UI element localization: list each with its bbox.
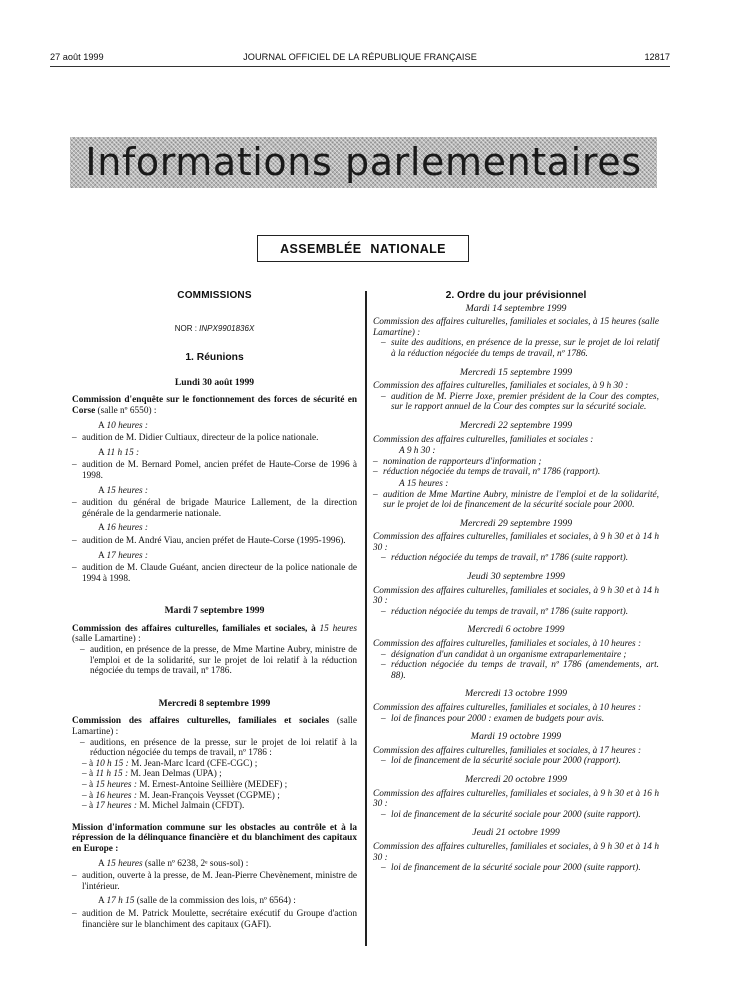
hearing-entry: – à 10 h 15 : M. Jean-Marc Icard (CFE-CGC) ; xyxy=(82,758,258,769)
day-heading: Lundi 30 août 1999 xyxy=(174,376,255,388)
journal-title: JOURNAL OFFICIEL DE LA RÉPUBLIQUE FRANÇAISE xyxy=(243,52,477,62)
right-column xyxy=(373,291,659,874)
day-heading: Jeudi 30 septembre 1999 xyxy=(467,571,565,583)
time-slot: A 15 heures : xyxy=(399,478,449,489)
time-slot: A 16 heures : xyxy=(98,523,149,534)
column-divider xyxy=(365,291,367,946)
time-slot: A 17 heures : xyxy=(98,550,149,561)
hearing-entry: – à 15 heures : M. Ernest-Antoine Seillière (MEDEF) ; xyxy=(82,780,288,790)
organizer: Commission des affaires culturelles, familiales et sociales, à 15 heures (salle Lamartine) : xyxy=(373,317,659,338)
ordre-du-jour-heading: 2. Ordre du jour prévisionnel xyxy=(445,290,587,301)
agenda-item: – audition de M. Bernard Pomel, ancien préfet de Haute-Corse de 1996 à 1998. xyxy=(72,460,357,481)
agenda-item: – désignation d'un candidat à un organisme extraparlementaire ; xyxy=(381,649,627,660)
day-heading: Mercredi 6 octobre 1999 xyxy=(467,624,565,636)
commissions-heading: COMMISSIONS xyxy=(177,290,252,301)
organizer: Commission des affaires culturelles, familiales et sociales : xyxy=(373,434,594,445)
page-number: 12817 xyxy=(644,52,670,62)
header-rule xyxy=(50,66,670,67)
meeting-block xyxy=(373,435,659,511)
agenda-item: – réduction négociée du temps de travail, nº 1786 (rapport). xyxy=(373,467,601,478)
day-heading: Mardi 14 septembre 1999 xyxy=(465,302,567,314)
mission-organizer: Mission d'information commune sur les obstacles au contrôle et à la répression de la délinquance financière et du blanchiment des capitaux en Europe : xyxy=(72,822,357,854)
day-heading: Mardi 7 septembre 1999 xyxy=(164,605,265,617)
organizer: Commission des affaires culturelles, familiales et sociales, à 10 heures : xyxy=(373,639,642,650)
time-slot: A 15 heures (salle nº 6238, 2ᵉ sous-sol) : xyxy=(98,858,249,869)
agenda-item: – auditions, en présence de la presse, sur le projet de loi relatif à la réduction négociée du temps de travail, nº 1786 : xyxy=(80,737,357,759)
agenda-item: – loi de financement de la sécurité sociale pour 2000 (suite rapport). xyxy=(381,809,641,820)
day-heading: Mercredi 8 septembre 1999 xyxy=(158,697,271,709)
time-slot: A 9 h 30 : xyxy=(399,446,436,457)
day-heading: Mercredi 13 octobre 1999 xyxy=(464,688,568,700)
agenda-item: – audition de M. Didier Cultiaux, directeur de la police nationale. xyxy=(72,433,319,444)
agenda-item: – audition de M. Claude Guéant, ancien directeur de la police nationale de 1994 à 1998. xyxy=(72,563,357,584)
agenda-item: – loi de finances pour 2000 : examen de budgets pour avis. xyxy=(381,713,605,724)
day-heading: Mercredi 22 septembre 1999 xyxy=(459,419,573,431)
agenda-item: – suite des auditions, en présence de la presse, sur le projet de loi relatif à la réduction négociée du temps de travail, nº 1786. xyxy=(381,338,659,359)
reunions-heading: 1. Réunions xyxy=(185,352,244,364)
time-slot: A 15 heures : xyxy=(98,485,149,496)
hearing-entry: – à 11 h 15 : M. Jean Delmas (UPA) ; xyxy=(82,769,222,780)
meeting-block xyxy=(72,716,357,811)
agenda-item: – loi de financement de la sécurité sociale pour 2000 (suite rapport). xyxy=(381,863,641,874)
banner-title: Informations parlementaires xyxy=(85,139,642,184)
meeting-block xyxy=(373,586,659,618)
agenda-item: – loi de financement de la sécurité sociale pour 2000 (rapport). xyxy=(381,756,621,767)
meeting-block xyxy=(373,746,659,767)
assemblee-nationale-box xyxy=(257,235,469,262)
agenda-item: – nomination de rapporteurs d'information ; xyxy=(373,456,542,467)
organizer: Commission des affaires culturelles, familiales et sociales, à 9 h 30 et à 14 h 30 : xyxy=(373,532,659,553)
day-heading: Mercredi 29 septembre 1999 xyxy=(459,517,573,529)
organizer: Commission des affaires culturelles, familiales et sociales, à 17 heures : xyxy=(373,745,642,756)
agenda-item: – réduction négociée du temps de travail, nº 1786 (suite rapport). xyxy=(381,553,629,564)
nor-reference xyxy=(72,324,357,335)
meeting-block xyxy=(373,842,659,874)
time-slot: A 17 h 15 (salle de la commission des lois, nº 6564) : xyxy=(98,896,296,907)
day-heading: Mercredi 15 septembre 1999 xyxy=(459,366,573,378)
agenda-item: – audition du général de brigade Maurice Lallement, de la direction générale de la gendarmerie nationale. xyxy=(72,498,357,519)
informations-banner xyxy=(70,137,657,188)
time-slot: A 11 h 15 : xyxy=(98,447,140,458)
organizer: Commission des affaires culturelles, familiales et sociales, à 9 h 30 et à 14 h 30 : xyxy=(373,585,659,607)
day-heading: Mardi 19 octobre 1999 xyxy=(470,731,562,743)
meeting-block xyxy=(373,381,659,413)
meeting-block xyxy=(373,532,659,564)
meeting-block xyxy=(373,639,659,681)
organizer: Commission des affaires culturelles, familiales et sociales, à 9 h 30 : xyxy=(373,381,629,392)
issue-date: 27 août 1999 xyxy=(50,52,104,62)
organizer: Commission des affaires culturelles, familiales et sociales (salle Lamartine) : xyxy=(72,716,357,738)
hearing-entry: – à 16 heures : M. Jean-François Veysset (CGPME) ; xyxy=(82,790,280,801)
organizer: Commission des affaires culturelles, familiales et sociales, à 9 h 30 et à 14 h 30 : xyxy=(373,841,659,863)
agenda-item: – audition, ouverte à la presse, de M. Jean-Pierre Chevènement, ministre de l'intérieur. xyxy=(72,871,357,892)
meeting-block xyxy=(72,395,357,584)
left-column xyxy=(72,291,357,930)
meeting-block xyxy=(373,317,659,359)
organizer: Commission des affaires culturelles, familiales et sociales, à 10 heures : xyxy=(373,703,642,713)
agenda-item: – audition de M. Patrick Moulette, secrétaire exécutif du Groupe d'action financière sur le blanchiment des capitaux (GAFI). xyxy=(72,908,357,930)
day-heading: Mercredi 20 octobre 1999 xyxy=(464,773,568,785)
meeting-block xyxy=(373,703,659,724)
organizer: Commission d'enquête sur le fonctionnement des forces de sécurité en Corse (salle nº 6550) : xyxy=(72,395,357,416)
organizer: Commission des affaires culturelles, familiales et sociales, à 9 h 30 et à 16 h 30 : xyxy=(373,788,659,810)
meeting-block xyxy=(72,624,357,677)
agenda-item: – réduction négociée du temps de travail, nº 1786 (suite rapport). xyxy=(381,606,629,617)
organizer: Commission des affaires culturelles, familiales et sociales, à 15 heures (salle Lamartine) : xyxy=(72,623,358,645)
meeting-block xyxy=(373,789,659,821)
section-title: ASSEMBLÉE NATIONALE xyxy=(280,241,446,256)
nor-code: INPX9901836X xyxy=(199,323,255,333)
nor-label: NOR : xyxy=(174,323,200,333)
agenda-item: – audition, en présence de la presse, de Mme Martine Aubry, ministre de l'emploi et de la solidarité, sur le projet de loi relatif à la réduction négociée du temps de travail, nº 1786. xyxy=(80,645,357,677)
time-slot: A 10 heures : xyxy=(98,420,149,431)
mission-block xyxy=(72,823,357,930)
agenda-item: – audition de Mme Martine Aubry, ministre de l'emploi et de la solidarité, sur le projet de loi de financement de la sécurité sociale pour 2000. xyxy=(373,489,659,511)
day-heading: Jeudi 21 octobre 1999 xyxy=(472,827,560,839)
agenda-item: – audition de M. Pierre Joxe, premier président de la Cour des comptes, sur le rapport annuel de la Cour des comptes sur la sécurité sociale. xyxy=(381,391,659,413)
running-head xyxy=(50,52,670,66)
agenda-item: – réduction négociée du temps de travail, nº 1786 (amendements, art. 88). xyxy=(381,660,659,681)
agenda-item: – audition de M. André Viau, ancien préfet de Haute-Corse (1995-1996). xyxy=(72,535,346,546)
hearing-entry: – à 17 heures : M. Michel Jalmain (CFDT). xyxy=(82,801,245,812)
